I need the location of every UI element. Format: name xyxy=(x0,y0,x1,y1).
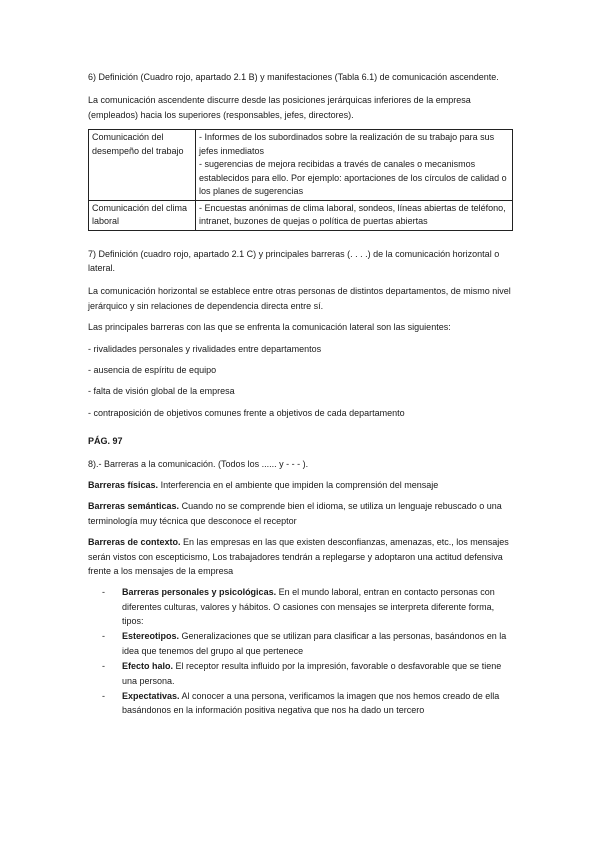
context-barriers-label: Barreras de contexto. xyxy=(88,537,181,548)
list-item xyxy=(88,689,513,718)
dash-bullet: - xyxy=(102,691,105,702)
barrier-item: - rivalidades personales y rivalidades entre departamentos xyxy=(88,343,322,354)
dash-bullet: - xyxy=(102,631,105,642)
question-7-title: 7) Definición (cuadro rojo, apartado 2.1 C) y principales barreras (. . . .) de la comunicación horizontal o lateral. xyxy=(88,248,500,274)
list-item-label: Estereotipos. xyxy=(122,631,180,642)
dash-bullet: - xyxy=(102,661,105,672)
semantic-barriers xyxy=(88,499,513,528)
list-item-text: Generalizaciones que se utilizan para clasificar a las personas, basándonos en la idea que tenemos del grupo al que pertenece xyxy=(122,631,507,656)
barrier-item: - ausencia de espíritu de equipo xyxy=(88,365,217,376)
list-item-text: En el mundo laboral, entran en contacto personas con diferentes culturas, valores y hábitos. O casiones con mensajes se interpreta diferente forma, tipos: xyxy=(122,587,495,627)
context-barriers-text: En las empresas en las que existen desconfianzas, amenazas, etc., los mensajes serán vistos con escepticismo, Los trabajadores tendrán a replegarse y adoptaron una actitud defensiva frente a los mensajes de la empresa xyxy=(88,537,509,576)
barrier-item: - contraposición de objetivos comunes frente a objetivos de cada departamento xyxy=(88,407,405,418)
table-cell-body xyxy=(196,200,513,230)
document-page xyxy=(88,70,513,719)
list-item xyxy=(88,629,513,658)
list-item-text: Al conocer a una persona, verificamos la imagen que nos hemos creado de ella basándonos en la información positiva negativa que nos ha dado un tercero xyxy=(122,691,500,716)
question-8-title: 8).- Barreras a la comunicación. (Todos los ...... y - - - ). xyxy=(88,458,309,469)
list-item-label: Expectativas. xyxy=(122,691,180,702)
table-line: - Informes de los subordinados sobre la realización de su trabajo para sus jefes inmediatos xyxy=(199,132,495,156)
list-item xyxy=(88,659,513,688)
table-cell-head: Comunicación del desempeño del trabajo xyxy=(89,130,196,201)
list-item-label: Efecto halo. xyxy=(122,661,174,672)
physical-barriers-label: Barreras físicas. xyxy=(88,479,159,490)
question-6-title: 6) Definición (Cuadro rojo, apartado 2.1 B) y manifestaciones (Tabla 6.1) de comunicación ascendente. xyxy=(88,72,499,82)
table-cell-body xyxy=(196,130,513,201)
table-line: - Encuestas anónimas de clima laboral, sondeos, líneas abiertas de teléfono, intranet, buzones de quejas o política de puertas abiertas xyxy=(199,202,506,227)
list-item xyxy=(88,585,513,628)
context-barriers xyxy=(88,535,513,578)
semantic-barriers-text: Cuando no se comprende bien el idioma, se utiliza un lenguaje rebuscado o una terminología muy técnica que desconoce el receptor xyxy=(88,501,502,526)
table-row xyxy=(89,130,513,201)
personal-barriers-list xyxy=(88,585,513,718)
dash-bullet: - xyxy=(102,587,105,598)
question-6-text: La comunicación ascendente discurre desde las posiciones jerárquicas inferiores de la empresa (empleados) hacia los superiores (responsables, jefes, directores). xyxy=(88,95,471,120)
table-line: - sugerencias de mejora recibidas a través de canales o mecanismos establecidos para ello. Por ejemplo: aportaciones de los círculos de calidad o los planes de sugerencias xyxy=(199,159,507,197)
list-item-label: Barreras personales y psicológicas. xyxy=(122,587,277,598)
physical-barriers-text: Interferencia en el ambiente que impiden la comprensión del mensaje xyxy=(158,479,439,490)
table-cell-head: Comunicación del clima laboral xyxy=(89,200,196,230)
ascending-communication-table xyxy=(88,129,513,231)
physical-barriers xyxy=(88,478,513,492)
table-row xyxy=(89,200,513,230)
list-item-text: El receptor resulta influido por la impresión, favorable o desfavorable que se tiene una persona. xyxy=(122,661,502,686)
semantic-barriers-label: Barreras semánticas. xyxy=(88,501,180,512)
barrier-item: - falta de visión global de la empresa xyxy=(88,386,235,397)
page-reference: PÁG. 97 xyxy=(88,436,123,447)
question-7-text-1: La comunicación horizontal se establece entre otras personas de distintos departamentos, de mismo nivel jerárquico y sin relaciones de dependencia directa entre sí. xyxy=(88,286,511,311)
question-7-text-2: Las principales barreras con las que se enfrenta la comunicación lateral son las siguientes: xyxy=(88,322,451,333)
